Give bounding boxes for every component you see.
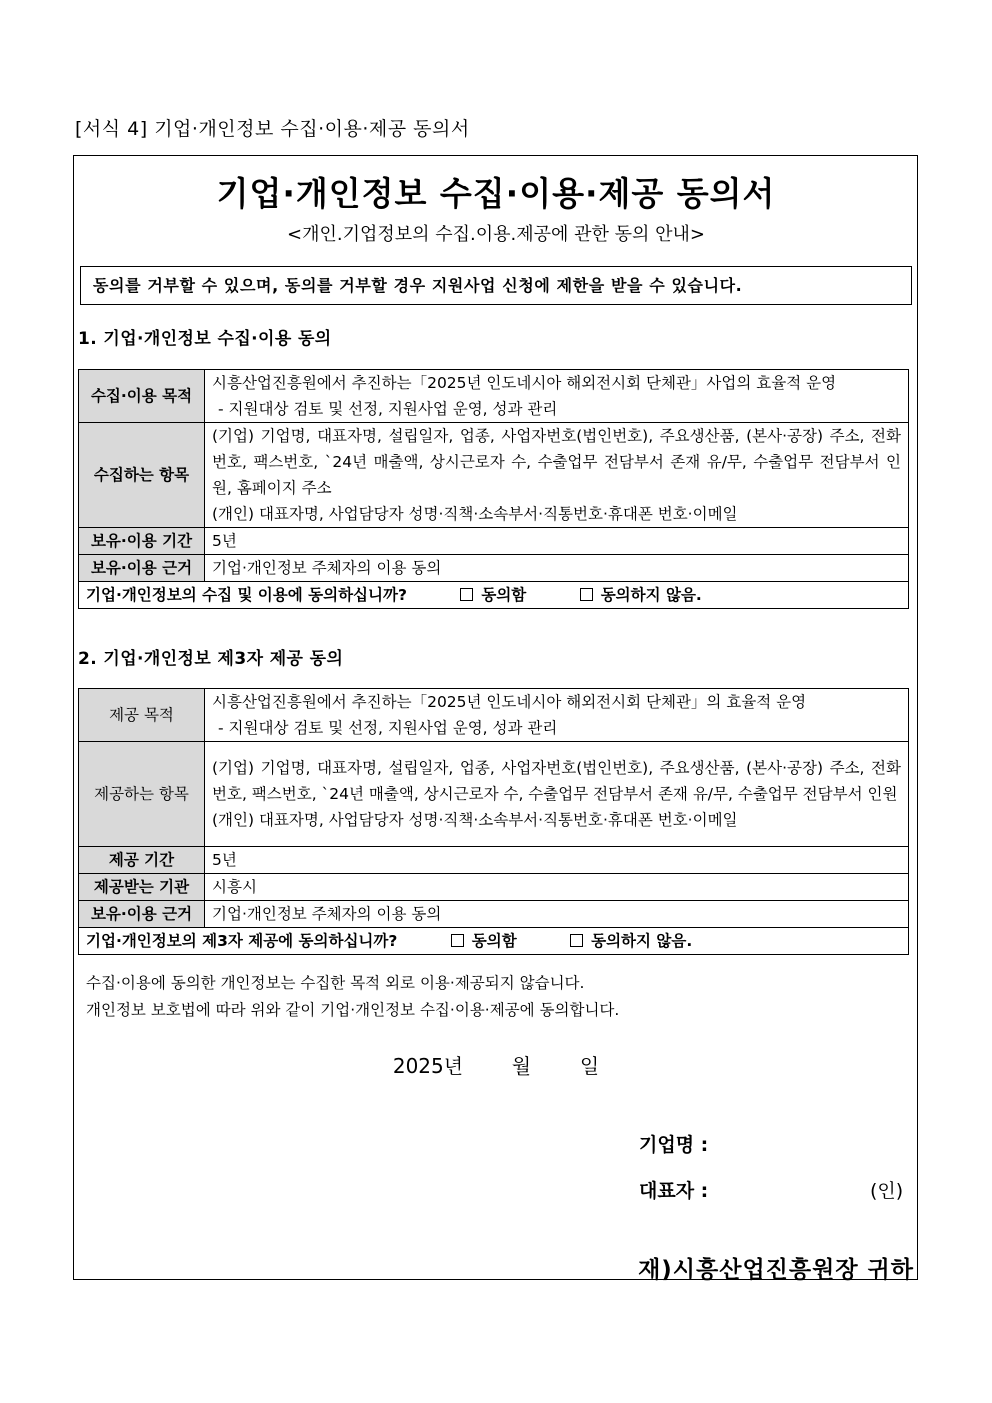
page-title: 기업·개인정보 수집·이용·제공 동의서 [216,174,776,213]
seal-mark: (인) [870,1180,904,1202]
section1-heading: 1. 기업·개인정보 수집·이용 동의 [78,329,332,349]
row-value-line: - 지원대상 검토 및 선정, 지원사업 운영, 성과 관리 [218,400,558,418]
disagree-label: 동의하지 않음. [600,586,702,604]
table-row [79,370,909,423]
row-value [205,423,909,528]
table-row [79,742,909,847]
row-label: 제공받는 기관 [79,874,205,901]
row-value-line: (개인) 대표자명, 사업담당자 성명·직책·소속부서·직통번호·휴대폰 번호·이메일 [212,811,738,829]
row-label: 제공하는 항목 [79,742,205,847]
table-row [79,874,909,901]
checkbox-icon [451,934,464,947]
agree-label: 동의함 [471,932,517,950]
footnote-agreement: 개인정보 보호법에 따라 위와 같이 기업·개인정보 수집·이용·제공에 동의합니다. [86,1001,620,1019]
row-value [205,689,909,742]
row-value [205,742,909,847]
section2-heading: 2. 기업·개인정보 제3자 제공 동의 [78,649,344,669]
section2-table [78,688,909,955]
consent-question: 기업·개인정보의 수집 및 이용에 동의하십니까? [86,586,407,604]
footnote-usage: 수집·이용에 동의한 개인정보는 수집한 목적 외로 이용·제공되지 않습니다. [86,974,585,992]
row-value-line: (개인) 대표자명, 사업담당자 성명·직책·소속부서·직통번호·휴대폰 번호·이메일 [212,505,738,523]
row-value: 시흥시 [205,874,909,901]
row-value: 기업·개인정보 주체자의 이용 동의 [205,901,909,928]
consent-question: 기업·개인정보의 제3자 제공에 동의하십니까? [86,932,398,950]
disagree-checkbox[interactable] [570,928,692,954]
table-row [79,901,909,928]
checkbox-icon [460,588,473,601]
date-line [0,1050,992,1079]
row-label: 제공 기간 [79,847,205,874]
row-label: 제공 목적 [79,689,205,742]
page-subtitle: <개인.기업정보의 수집.이용.제공에 관한 동의 안내> [287,224,705,245]
table-row [79,528,909,555]
date-month: 월 [511,1054,532,1078]
consent-question-row [79,928,909,955]
checkbox-icon [580,588,593,601]
row-value: 5년 [205,528,909,555]
row-value-line: 시흥산업진흥원에서 추진하는「2025년 인도네시아 해외전시회 단체관」의 효율적 운영 [212,693,807,711]
agree-checkbox[interactable] [460,582,526,608]
row-value [205,370,909,423]
date-year: 2025년 [392,1054,464,1078]
table-row [79,555,909,582]
table-row [79,423,909,528]
row-label: 보유·이용 근거 [79,901,205,928]
table-row [79,689,909,742]
section1-table [78,369,909,609]
row-value: 5년 [205,847,909,874]
table-row [79,847,909,874]
row-value-line: 시흥산업진흥원에서 추진하는「2025년 인도네시아 해외전시회 단체관」사업의 효율적 운영 [212,374,837,392]
row-value-line: - 지원대상 검토 및 선정, 지원사업 운영, 성과 관리 [218,719,558,737]
agree-label: 동의함 [481,586,527,604]
checkbox-icon [570,934,583,947]
disagree-checkbox[interactable] [580,582,702,608]
row-value-line: (기업) 기업명, 대표자명, 설립일자, 업종, 사업자번호(법인번호), 주요생산품, (본사·공장) 주소, 전화번호, 팩스번호, `24년 매출액, 상시근로자 수, 수출업무 전담부서 존재 유/무, 수출업무 전담부서 인원, 홈페이지 주소 [212,427,901,497]
consent-question-row [79,582,909,609]
addressee: 재)시흥산업진흥원장 귀하 [638,1257,914,1283]
representative-label: 대표자 : [639,1180,709,1202]
row-label: 수집·이용 목적 [79,370,205,423]
row-value: 기업·개인정보 주체자의 이용 동의 [205,555,909,582]
company-name-label: 기업명 : [639,1134,709,1156]
disagree-label: 동의하지 않음. [591,932,693,950]
row-label: 보유·이용 근거 [79,555,205,582]
date-day: 일 [579,1054,600,1078]
row-label: 보유·이용 기간 [79,528,205,555]
form-label: [서식 4] 기업·개인정보 수집·이용·제공 동의서 [75,118,470,140]
row-value-line: (기업) 기업명, 대표자명, 설립일자, 업종, 사업자번호(법인번호), 주요생산품, (본사·공장) 주소, 전화번호, 팩스번호, `24년 매출액, 상시근로자 수, 수출업무 전담부서 존재 유/무, 수출업무 전담부서 인원 [212,759,901,803]
agree-checkbox[interactable] [451,928,517,954]
row-label: 수집하는 항목 [79,423,205,528]
notice-box: 동의를 거부할 수 있으며, 동의를 거부할 경우 지원사업 신청에 제한을 받을 수 있습니다. [80,266,912,305]
